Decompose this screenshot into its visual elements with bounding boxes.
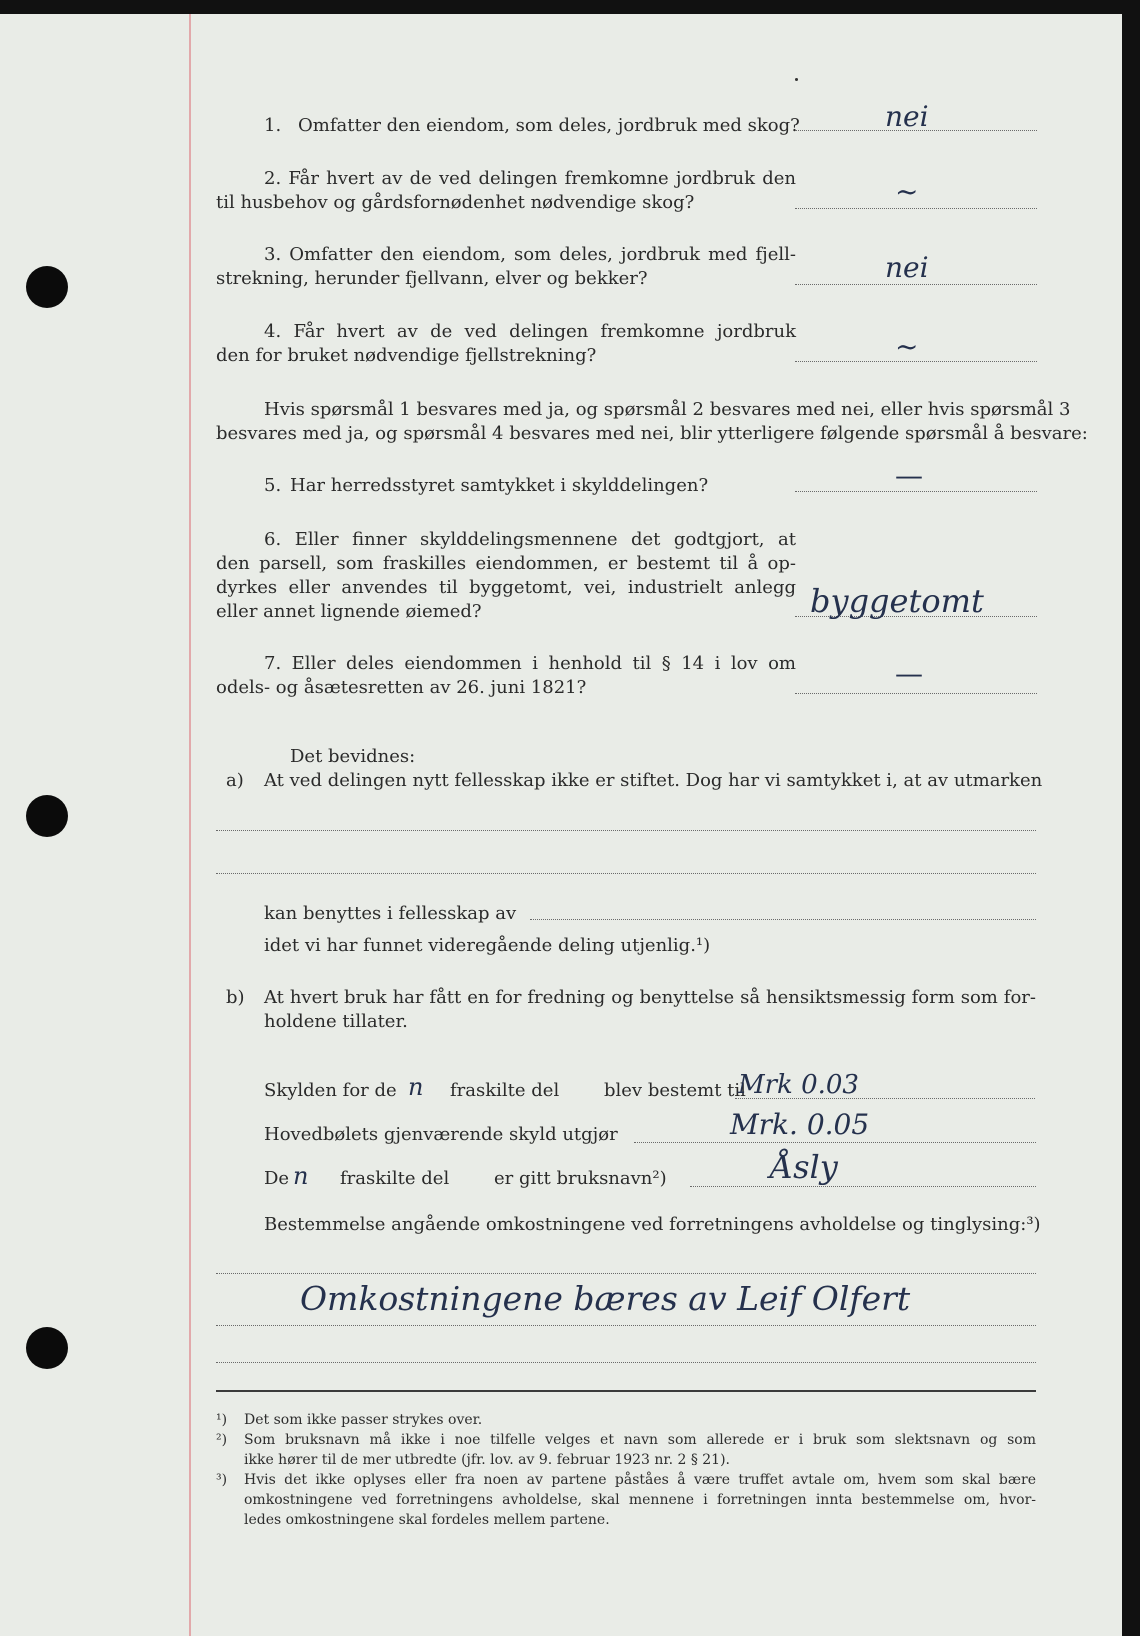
question-2-number: 2. <box>264 168 282 189</box>
shared-use-line <box>530 919 1036 920</box>
red-margin-line <box>189 14 191 1636</box>
skyld-hw-suffix: n <box>408 1073 424 1101</box>
certify-b-text-2: holdene tillater. <box>264 1011 408 1032</box>
footnote-3-line-2: omkostningene ved forretningens avholdelse, skal mennene i forretningen innta bestemmelse om, hvor- <box>244 1492 1036 1508</box>
question-3-number: 3. <box>264 244 282 265</box>
utmark-line-2 <box>216 873 1036 874</box>
question-7-text: 7. Eller deles eiendommen i henhold til § 14 i lov om odels- og åsætesretten av 26. juni 1821? <box>216 653 796 698</box>
question-1-number: 1. <box>264 115 282 136</box>
answer-1-handwritten: nei <box>885 100 929 133</box>
question-7-number: 7. <box>264 653 282 674</box>
answer-line-2 <box>795 208 1037 209</box>
question-6-number: 6. <box>264 529 282 550</box>
question-5-text: Har herredsstyret samtykket i skylddelingen? <box>290 475 709 496</box>
answer-5-dash: — <box>895 459 923 492</box>
costs-line-3 <box>216 1362 1036 1363</box>
bruksnavn-line <box>690 1186 1036 1187</box>
reason-text: idet vi har funnet videregående deling utjenlig.¹) <box>264 935 711 956</box>
footnote-3-mark: ³) <box>216 1472 228 1488</box>
certify-a-text: At ved delingen nytt fellesskap ikke er stiftet. Dog har vi samtykket i, at av utmarken <box>264 770 1043 791</box>
hovedbol-label: Hovedbølets gjenværende skyld utgjør <box>264 1124 618 1145</box>
answer-6-handwritten: byggetomt <box>810 582 984 620</box>
bruksnavn-label-c: er gitt bruksnavn²) <box>494 1168 667 1189</box>
skyld-label-c: blev bestemt til <box>604 1080 746 1101</box>
costs-handwritten: Omkostningene bæres av Leif Olfert <box>300 1279 911 1318</box>
footnote-1-text: Det som ikke passer strykes over. <box>244 1412 483 1428</box>
costs-line-2 <box>216 1325 1036 1326</box>
costs-line-1 <box>216 1273 1036 1274</box>
question-2-text: 2. Får hvert av de ved delingen fremkomne jordbruk den til husbehov og gårdsfornødenhet nødvendige skog? <box>216 168 796 213</box>
certify-b-label: b) <box>226 987 245 1008</box>
punch-hole <box>26 795 68 837</box>
ink-speck <box>795 78 798 81</box>
punch-hole <box>26 1327 68 1369</box>
question-1-text: Omfatter den eiendom, som deles, jordbruk med skog? <box>298 115 800 136</box>
hovedbol-value-handwritten: Mrk. 0.05 <box>730 1108 870 1141</box>
question-3-text: 3. Omfatter den eiendom, som deles, jordbruk med fjell- strekning, herunder fjellvann, elver og bekker? <box>216 244 796 289</box>
bruksnavn-hw-suffix: n <box>293 1162 309 1190</box>
question-4-number: 4. <box>264 321 282 342</box>
shared-use-label: kan benyttes i fellesskap av <box>264 903 517 924</box>
question-5-number: 5. <box>264 475 282 496</box>
conditional-line-1: Hvis spørsmål 1 besvares med ja, og spørsmål 2 besvares med nei, eller hvis spørsmål 3 <box>264 399 1071 420</box>
footnote-3-line-3: ledes omkostningene skal fordeles mellem partene. <box>244 1512 610 1528</box>
answer-4-dash: ~ <box>895 330 919 363</box>
answer-line-7 <box>795 693 1037 694</box>
certify-a-label: a) <box>226 770 244 791</box>
conditional-line-2: besvares med ja, og spørsmål 4 besvares med nei, blir ytterligere følgende spørsmål å besvare: <box>216 423 1088 444</box>
answer-2-dash: ~ <box>895 175 919 208</box>
footnote-2-mark: ²) <box>216 1432 228 1448</box>
footnote-separator <box>216 1390 1036 1392</box>
bruksnavn-value-handwritten: Åsly <box>770 1148 838 1186</box>
skyld-value-handwritten: Mrk 0.03 <box>738 1070 859 1100</box>
footnote-3-line-1: Hvis det ikke oplyses eller fra noen av partene påståes å være truffet avtale om, hvem som skal bære <box>244 1472 1036 1488</box>
costs-label: Bestemmelse angående omkostningene ved forretningens avholdelse og tinglysing:³) <box>264 1214 1041 1235</box>
question-6-text: 6. Eller finner skylddelingsmennene det godtgjort, at den parsell, som fraskilles eiendommen, er bestemt til å op- dyrkes eller anvendes til byggetomt, vei, industrielt anlegg eller annet lignende øiemed? <box>216 529 796 622</box>
question-4-text: 4. Får hvert av de ved delingen fremkomne jordbruk den for bruket nødvendige fjellstrekning? <box>216 321 796 366</box>
skyld-label-a: Skylden for de <box>264 1080 397 1101</box>
certify-b-text-1: At hvert bruk har fått en for fredning og benyttelse så hensiktsmessig form som for- <box>264 987 1036 1008</box>
bruksnavn-label-b: fraskilte del <box>340 1168 450 1189</box>
punch-hole <box>26 266 68 308</box>
answer-3-handwritten: nei <box>885 251 929 284</box>
certify-heading: Det bevidnes: <box>290 746 416 767</box>
answer-7-dash: — <box>895 657 923 690</box>
utmark-line-1 <box>216 830 1036 831</box>
footnote-2-line-2: ikke hører til de mer utbredte (jfr. lov. av 9. februar 1923 nr. 2 § 21). <box>244 1452 731 1468</box>
skyld-label-b: fraskilte del <box>450 1080 560 1101</box>
hovedbol-line <box>634 1142 1036 1143</box>
footnote-2-line-1: Som bruksnavn må ikke i noe tilfelle velges et navn som allerede er i bruk som slektsnavn og som <box>244 1432 1036 1448</box>
bruksnavn-label-a: De <box>264 1168 290 1189</box>
footnote-1-mark: ¹) <box>216 1412 228 1428</box>
